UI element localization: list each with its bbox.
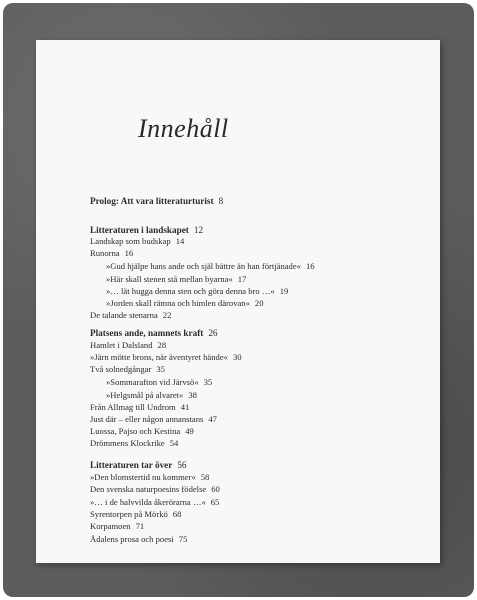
toc-entry xyxy=(90,340,166,350)
toc-page-number: 17 xyxy=(237,274,247,284)
toc-page-number: 16 xyxy=(305,261,315,271)
toc-page-number: 65 xyxy=(210,497,220,507)
toc-entry-title: Korpamoen xyxy=(90,521,131,531)
toc-entry-title: »Sommarafton vid Järvsö« xyxy=(106,377,199,387)
toc-entry-title: Prolog: Att vara litteraturturist xyxy=(90,196,214,206)
toc-entry-title: Litteraturen tar över xyxy=(90,460,173,470)
toc-page-number: 28 xyxy=(157,340,167,350)
toc-entry xyxy=(106,377,212,387)
toc-page-number: 47 xyxy=(208,414,217,424)
toc-section-heading xyxy=(90,328,218,338)
toc-entry-title: »Här skall stenen stå mellan byarna« xyxy=(106,274,233,284)
toc-page-number: 68 xyxy=(172,509,182,519)
stone-background xyxy=(3,3,474,597)
toc-entry-title: Just där – eller någon annanstans xyxy=(90,414,204,424)
toc-page-number: 56 xyxy=(177,460,187,470)
toc-page-number: 75 xyxy=(178,534,188,544)
toc-page-number: 71 xyxy=(135,521,145,531)
toc-page-number: 12 xyxy=(193,225,204,235)
toc-entry-title: Drömmens Klockrike xyxy=(90,438,165,448)
toc-entry-title: Litteraturen i landskapet xyxy=(90,225,189,235)
toc-entry xyxy=(90,310,171,320)
toc-entry xyxy=(90,402,189,412)
toc-entry xyxy=(90,248,133,258)
toc-entry-title: »Järn mötte brons, när äventyret hände« xyxy=(90,352,228,362)
toc-page-number: 16 xyxy=(124,248,134,258)
toc-entry xyxy=(106,274,246,284)
toc-section-heading xyxy=(90,196,223,206)
toc-entry-title: Ådalens prosa och poesi xyxy=(90,534,174,544)
toc-entry xyxy=(106,390,197,400)
toc-entry-title: »Den blomstertid nu kommer« xyxy=(90,472,196,482)
toc-entry-title: »Helgsmål på alvaret« xyxy=(106,390,184,400)
toc-entry xyxy=(90,438,178,448)
toc-page-number: 8 xyxy=(218,196,224,206)
toc-entry-title: Från Allmag till Undrom xyxy=(90,402,176,412)
toc-page-number: 38 xyxy=(188,390,197,400)
toc-page-number: 30 xyxy=(232,352,242,362)
toc-entry xyxy=(90,414,217,424)
toc-entry xyxy=(106,286,288,296)
toc-page-number: 26 xyxy=(208,328,218,338)
toc-entry xyxy=(90,426,194,436)
toc-entry-title: Hamlet i Dalsland xyxy=(90,340,153,350)
toc-page-number: 19 xyxy=(279,286,289,296)
toc-entry xyxy=(90,364,165,374)
toc-entry xyxy=(90,521,144,531)
toc-entry-title: De talande stenarna xyxy=(90,310,158,320)
toc-entry xyxy=(90,534,187,544)
toc-entry xyxy=(90,352,242,362)
toc-entry xyxy=(90,472,209,482)
toc-page-number: 22 xyxy=(162,310,172,320)
toc-entry xyxy=(90,236,184,246)
page-title: Innehåll xyxy=(138,114,229,143)
toc-section-heading xyxy=(90,460,187,470)
toc-page-number: 49 xyxy=(185,426,194,436)
toc-page-number: 35 xyxy=(203,377,213,387)
toc-entry-title: »Jorden skall rämna och himlen därovan« xyxy=(106,298,250,308)
book-page xyxy=(36,40,440,563)
toc-page-number: 35 xyxy=(156,364,165,374)
toc-entry-title: Den svenska naturpoesins födelse xyxy=(90,484,207,494)
toc-page-number: 14 xyxy=(175,236,185,246)
toc-page-number: 60 xyxy=(211,484,220,494)
toc-entry-title: Två solnedgångar xyxy=(90,364,152,374)
toc-entry xyxy=(90,484,220,494)
toc-page-number: 20 xyxy=(254,298,264,308)
toc-entry-title: Platsens ande, namnets kraft xyxy=(90,328,204,338)
toc-entry-title: Syrentorpen på Mörkö xyxy=(90,509,168,519)
toc-entry-title: »Gud hjälpe hans ande och själ bättre än han förtjänade« xyxy=(106,261,301,271)
toc-entry xyxy=(106,261,315,271)
toc-entry-title: »… lät hugga denna sten och göra denna bro …« xyxy=(106,286,275,296)
toc-entry-title: Runorna xyxy=(90,248,120,258)
toc-section-heading xyxy=(90,225,203,235)
toc-entry-title: Landskap som budskap xyxy=(90,236,171,246)
toc-entry-title: »… i de halvvilda åkerörarna …« xyxy=(90,497,206,507)
toc-page-number: 58 xyxy=(200,472,210,482)
toc-entry-title: Luossa, Pajso och Kestina xyxy=(90,426,181,436)
toc-page-number: 54 xyxy=(169,438,179,448)
toc-entry xyxy=(106,298,264,308)
toc-entry xyxy=(90,509,181,519)
toc-entry xyxy=(90,497,219,507)
toc-page-number: 41 xyxy=(180,402,190,412)
